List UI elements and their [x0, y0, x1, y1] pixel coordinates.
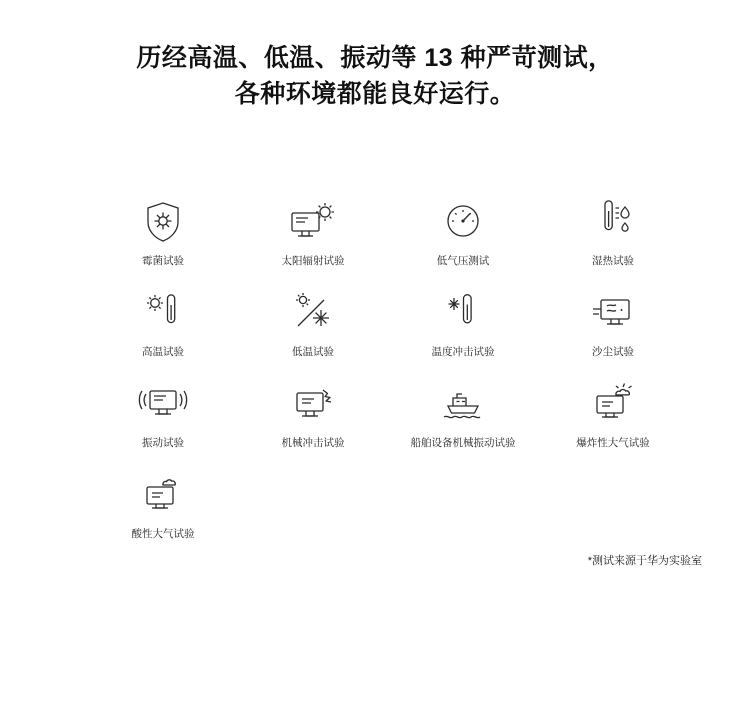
test-label: 振动试验	[142, 437, 184, 449]
test-item-mechanical-shock	[238, 378, 388, 469]
monitor-dust-icon	[583, 287, 643, 339]
test-item-sand-dust	[538, 287, 688, 378]
monitor-impact-icon	[283, 378, 343, 430]
test-item-low-temperature	[238, 287, 388, 378]
test-item-solar-radiation	[238, 196, 388, 287]
monitor-explosion-icon	[583, 378, 643, 430]
monitor-vibration-icon	[133, 378, 193, 430]
test-label: 爆炸性大气试验	[576, 437, 650, 449]
test-label: 高温试验	[142, 346, 184, 358]
test-grid	[88, 196, 688, 560]
test-item-acid-atmosphere	[88, 469, 238, 560]
test-item-explosive-atmosphere	[538, 378, 688, 469]
page-title	[0, 0, 750, 112]
shield-mold-icon	[133, 196, 193, 248]
page-title-line-1: 历经高温、低温、振动等 13 种严苛测试，	[136, 44, 614, 72]
test-item-temperature-shock	[388, 287, 538, 378]
test-item-high-temperature	[88, 287, 238, 378]
pressure-gauge-icon	[433, 196, 493, 248]
monitor-sun-icon	[283, 196, 343, 248]
test-label: 低气压测试	[436, 255, 490, 267]
test-label: 温度冲击试验	[431, 346, 495, 358]
test-label: 机械冲击试验	[281, 437, 345, 449]
thermometer-humidity-icon	[583, 196, 643, 248]
test-item-ship-vibration	[388, 378, 538, 469]
test-label: 霉菌试验	[142, 255, 184, 267]
test-item-mold	[88, 196, 238, 287]
snow-sun-icon	[283, 287, 343, 339]
test-item-vibration	[88, 378, 238, 469]
page-title-line-2: 各种环境都能良好运行。	[234, 80, 516, 108]
test-label: 沙尘试验	[592, 346, 634, 358]
footnote: *测试来源于华为实验室	[587, 555, 702, 567]
thermometer-snow-icon	[433, 287, 493, 339]
test-label: 湿热试验	[592, 255, 634, 267]
monitor-acid-icon	[133, 469, 193, 521]
thermometer-sun-icon	[133, 287, 193, 339]
test-label: 酸性大气试验	[131, 528, 195, 540]
test-label: 低温试验	[292, 346, 334, 358]
test-label: 太阳辐射试验	[281, 255, 345, 267]
test-label: 船舶设备机械振动试验	[410, 437, 516, 449]
test-item-damp-heat	[538, 196, 688, 287]
ship-vibration-icon	[433, 378, 493, 430]
test-item-low-pressure	[388, 196, 538, 287]
